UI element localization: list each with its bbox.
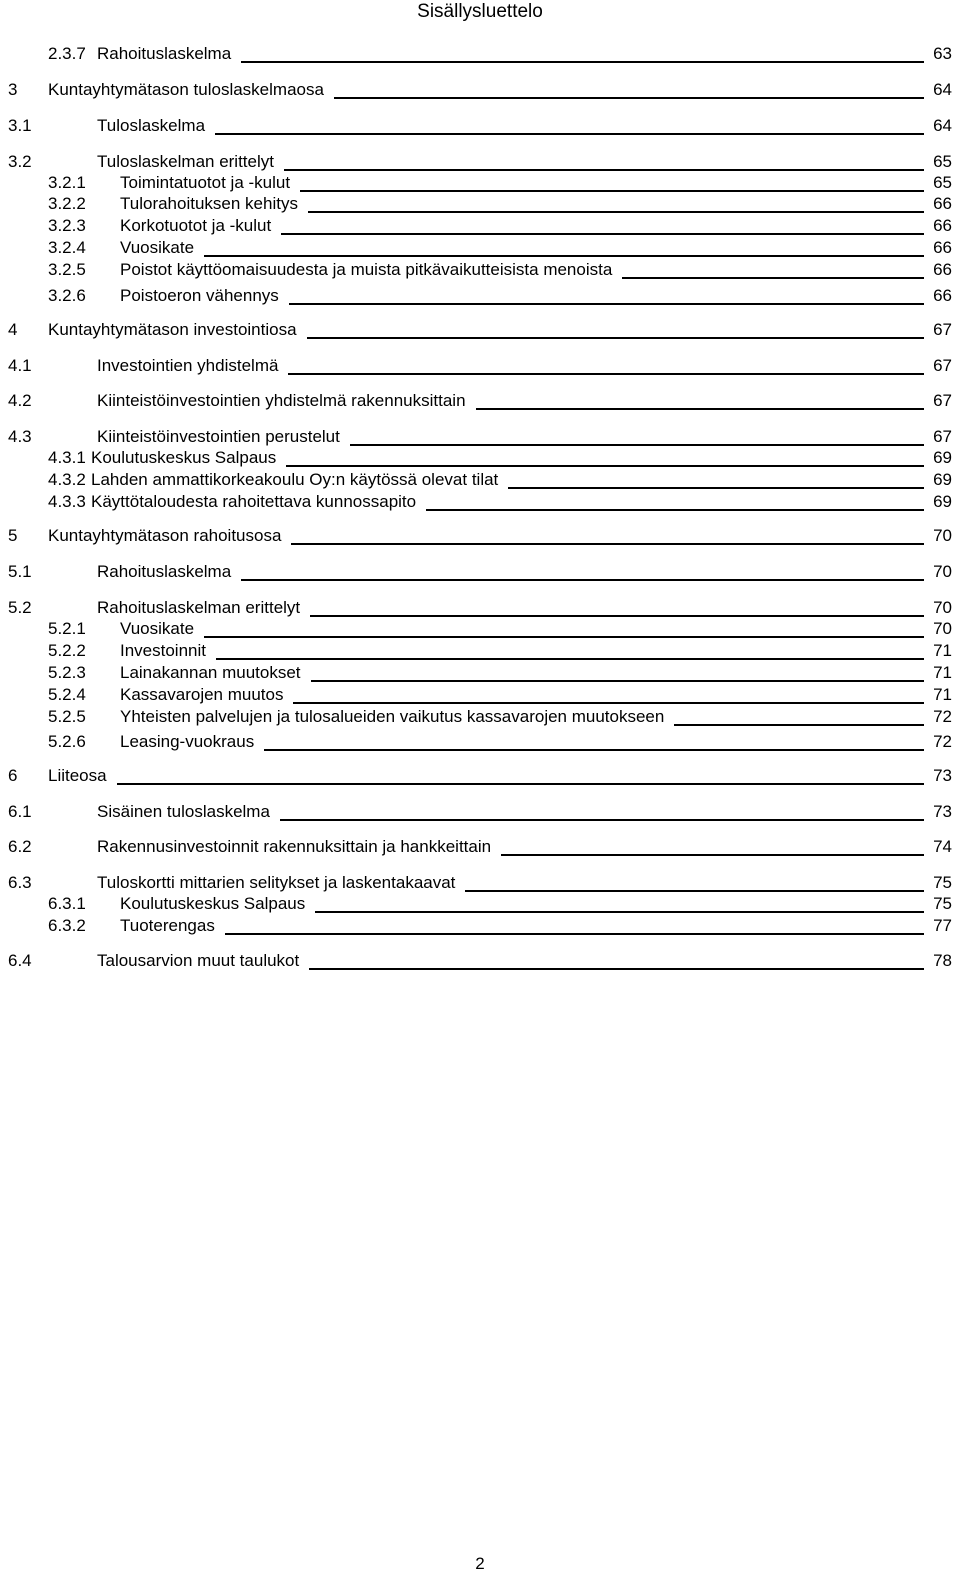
toc-leader-line	[476, 408, 924, 410]
toc-entry-number: 6	[8, 766, 18, 785]
toc-entry-page: 67	[933, 391, 952, 410]
toc-entry-title: Koulutuskeskus Salpaus	[120, 894, 306, 913]
toc-entry-number: 5	[8, 526, 18, 545]
toc-leader-line	[284, 169, 924, 171]
toc-entry-title: Kiinteistöinvestointien yhdistelmä rakennuksittain	[97, 391, 466, 410]
toc-entry-page: 72	[933, 732, 952, 751]
toc-entry[interactable]	[0, 447, 960, 469]
toc-entry[interactable]	[0, 193, 960, 215]
toc-leader-line	[501, 854, 924, 856]
toc-entry-number: 3.2.3	[48, 216, 86, 235]
toc-entry[interactable]	[0, 426, 960, 448]
toc-entry-page: 69	[933, 448, 952, 467]
toc-entry-number: 4.3.1	[48, 448, 86, 467]
toc-entry-page: 69	[933, 470, 952, 489]
toc-entry[interactable]	[0, 561, 960, 583]
toc-entry-number: 6.3.2	[48, 916, 86, 935]
toc-leader-line	[307, 337, 924, 339]
toc-entry[interactable]	[0, 469, 960, 491]
toc-entry-number: 4.3.2	[48, 470, 86, 489]
toc-entry-page: 77	[933, 916, 952, 935]
toc-entry-page: 71	[933, 641, 952, 660]
toc-entry[interactable]	[0, 731, 960, 753]
toc-entry-page: 73	[933, 766, 952, 785]
toc-leader-line	[300, 190, 924, 192]
toc-entry-page: 72	[933, 707, 952, 726]
toc-entry-title: Rakennusinvestoinnit rakennuksittain ja hankkeittain	[97, 837, 492, 856]
toc-leader-line	[288, 373, 924, 375]
toc-entry-title: Vuosikate	[120, 619, 195, 638]
toc-entry-title: Poistot käyttöomaisuudesta ja muista pitkävaikutteisista menoista	[120, 260, 613, 279]
toc-entry-title: Yhteisten palvelujen ja tulosalueiden vaikutus kassavarojen muutokseen	[120, 707, 665, 726]
toc-entry-number: 5.2.1	[48, 619, 86, 638]
toc-entry[interactable]	[0, 215, 960, 237]
toc-entry-number: 3.2.1	[48, 173, 86, 192]
toc-entry-page: 67	[933, 356, 952, 375]
toc-entry[interactable]	[0, 390, 960, 412]
toc-entry-title: Rahoituslaskelma	[97, 562, 232, 581]
toc-leader-line	[508, 487, 924, 489]
toc-entry[interactable]	[0, 43, 960, 65]
toc-leader-line	[204, 636, 924, 638]
toc-leader-line	[281, 233, 924, 235]
toc-entry-title: Kassavarojen muutos	[120, 685, 284, 704]
toc-entry-page: 64	[933, 80, 952, 99]
toc-entry-page: 66	[933, 238, 952, 257]
toc-entry-page: 66	[933, 194, 952, 213]
toc-entry-page: 64	[933, 116, 952, 135]
toc-entry-number: 6.4	[8, 951, 32, 970]
toc-entry-page: 65	[933, 173, 952, 192]
toc-leader-line	[622, 277, 924, 279]
toc-entry[interactable]	[0, 801, 960, 823]
toc-entry-number: 3.2.4	[48, 238, 86, 257]
toc-leader-line	[308, 211, 924, 213]
toc-entry-number: 3.2.5	[48, 260, 86, 279]
toc-entry[interactable]	[0, 259, 960, 281]
toc-entry-number: 5.1	[8, 562, 32, 581]
toc-entry[interactable]	[0, 525, 960, 547]
toc-entry-title: Poistoeron vähennys	[120, 286, 279, 305]
toc-entry-page: 69	[933, 492, 952, 511]
toc-entry-title: Korkotuotot ja -kulut	[120, 216, 272, 235]
toc-entry[interactable]	[0, 151, 960, 173]
toc-entry-number: 5.2	[8, 598, 32, 617]
toc-leader-line	[291, 543, 924, 545]
toc-entry-page: 65	[933, 152, 952, 171]
toc-entry[interactable]	[0, 355, 960, 377]
toc-entry-page: 70	[933, 598, 952, 617]
toc-entry-number: 6.3.1	[48, 894, 86, 913]
toc-entry-title: Vuosikate	[120, 238, 195, 257]
toc-entry-number: 6.3	[8, 873, 32, 892]
toc-entry-page: 71	[933, 663, 952, 682]
toc-leader-line	[241, 579, 924, 581]
toc-entry-title: Rahoituslaskelman erittelyt	[97, 598, 301, 617]
toc-entry-page: 66	[933, 216, 952, 235]
toc-leader-line	[216, 658, 924, 660]
toc-entry-page: 66	[933, 286, 952, 305]
toc-entry-title: Kiinteistöinvestointien perustelut	[97, 427, 340, 446]
toc-leader-line	[215, 133, 924, 135]
toc-entry[interactable]	[0, 79, 960, 101]
toc-leader-line	[311, 680, 924, 682]
toc-entry-number: 3.2.6	[48, 286, 86, 305]
toc-entry-title: Investoinnit	[120, 641, 206, 660]
toc-entry-title: Tulorahoituksen kehitys	[120, 194, 298, 213]
toc-entry-number: 3.2.2	[48, 194, 86, 213]
toc-entry-number: 2.3.7	[48, 44, 86, 63]
toc-entry-page: 70	[933, 526, 952, 545]
toc-entry-page: 67	[933, 427, 952, 446]
toc-entry[interactable]	[0, 662, 960, 684]
toc-entry-title: Leasing-vuokraus	[120, 732, 255, 751]
toc-entry-number: 6.2	[8, 837, 32, 856]
toc-entry-number: 3	[8, 80, 18, 99]
toc-entry[interactable]	[0, 893, 960, 915]
toc-entry-number: 4	[8, 320, 18, 339]
toc-entry[interactable]	[0, 491, 960, 513]
toc-entry-number: 4.1	[8, 356, 32, 375]
toc-leader-line	[674, 724, 924, 726]
toc-entry-title: Investointien yhdistelmä	[97, 356, 279, 375]
toc-entry[interactable]	[0, 872, 960, 894]
toc-entry-number: 5.2.5	[48, 707, 86, 726]
toc-leader-line	[315, 911, 924, 913]
toc-entry-page: 73	[933, 802, 952, 821]
toc-leader-line	[280, 819, 924, 821]
toc-entry-title: Liiteosa	[48, 766, 107, 785]
toc-entry[interactable]	[0, 836, 960, 858]
toc-entry[interactable]	[0, 597, 960, 619]
toc-entry-number: 6.1	[8, 802, 32, 821]
toc-entry-page: 67	[933, 320, 952, 339]
toc-leader-line	[334, 97, 924, 99]
toc-leader-line	[225, 933, 924, 935]
toc-entry[interactable]	[0, 950, 960, 972]
toc-entry[interactable]	[0, 618, 960, 640]
toc-entry-page: 66	[933, 260, 952, 279]
toc-entry-title: Tuoterengas	[120, 916, 215, 935]
toc-entry-page: 70	[933, 562, 952, 581]
toc-entry-title: Käyttötaloudesta rahoitettava kunnossapito	[91, 492, 417, 511]
page-number: 2	[475, 1554, 485, 1573]
toc-entry[interactable]	[0, 172, 960, 194]
toc-leader-line	[204, 255, 924, 257]
toc-entry-title: Kuntayhtymätason rahoitusosa	[48, 526, 282, 545]
toc-entry[interactable]	[0, 115, 960, 137]
toc-entry-number: 3.1	[8, 116, 32, 135]
toc-entry[interactable]	[0, 237, 960, 259]
toc-entry-title: Tuloslaskelma	[97, 116, 206, 135]
toc-entry-page: 71	[933, 685, 952, 704]
toc-entry-number: 4.3	[8, 427, 32, 446]
toc-entry-page: 63	[933, 44, 952, 63]
toc-leader-line	[117, 783, 924, 785]
toc-entry[interactable]	[0, 684, 960, 706]
toc-entry-title: Tuloskortti mittarien selitykset ja laskentakaavat	[97, 873, 456, 892]
toc-entry-title: Toimintatuotot ja -kulut	[120, 173, 291, 192]
toc-entry[interactable]	[0, 319, 960, 341]
toc-entry[interactable]	[0, 915, 960, 937]
toc-entry-title: Rahoituslaskelma	[97, 44, 232, 63]
toc-entry[interactable]	[0, 285, 960, 307]
toc-entry-number: 4.3.3	[48, 492, 86, 511]
toc-entry-number: 5.2.4	[48, 685, 86, 704]
toc-leader-line	[286, 465, 924, 467]
toc-leader-line	[293, 702, 924, 704]
toc-entry-number: 5.2.3	[48, 663, 86, 682]
toc-entry-title: Lahden ammattikorkeakoulu Oy:n käytössä olevat tilat	[91, 470, 499, 489]
toc-entry-number: 4.2	[8, 391, 32, 410]
toc-entry-title: Lainakannan muutokset	[120, 663, 301, 682]
toc-entry-title: Sisäinen tuloslaskelma	[97, 802, 270, 821]
toc-leader-line	[309, 968, 924, 970]
toc-entry-title: Tuloslaskelman erittelyt	[97, 152, 274, 171]
toc-entry-page: 78	[933, 951, 952, 970]
toc-entry-number: 5.2.6	[48, 732, 86, 751]
page-title: Sisällysluettelo	[417, 1, 543, 22]
toc-leader-line	[465, 890, 924, 892]
toc-leader-line	[426, 509, 924, 511]
toc-entry-page: 75	[933, 873, 952, 892]
toc-leader-line	[241, 61, 924, 63]
toc-leader-line	[350, 444, 924, 446]
toc-leader-line	[289, 303, 924, 305]
toc-entry-number: 3.2	[8, 152, 32, 171]
toc-entry-title: Kuntayhtymätason investointiosa	[48, 320, 297, 339]
toc-entry[interactable]	[0, 706, 960, 728]
toc-entry-title: Kuntayhtymätason tuloslaskelmaosa	[48, 80, 324, 99]
toc-entry-title: Talousarvion muut taulukot	[97, 951, 300, 970]
toc-entry-page: 75	[933, 894, 952, 913]
toc-leader-line	[310, 615, 924, 617]
toc-entry-page: 70	[933, 619, 952, 638]
toc-entry-number: 5.2.2	[48, 641, 86, 660]
toc-entry-page: 74	[933, 837, 952, 856]
toc-entry[interactable]	[0, 765, 960, 787]
toc-leader-line	[264, 749, 924, 751]
toc-entry-title: Koulutuskeskus Salpaus	[91, 448, 277, 467]
toc-entry[interactable]	[0, 640, 960, 662]
